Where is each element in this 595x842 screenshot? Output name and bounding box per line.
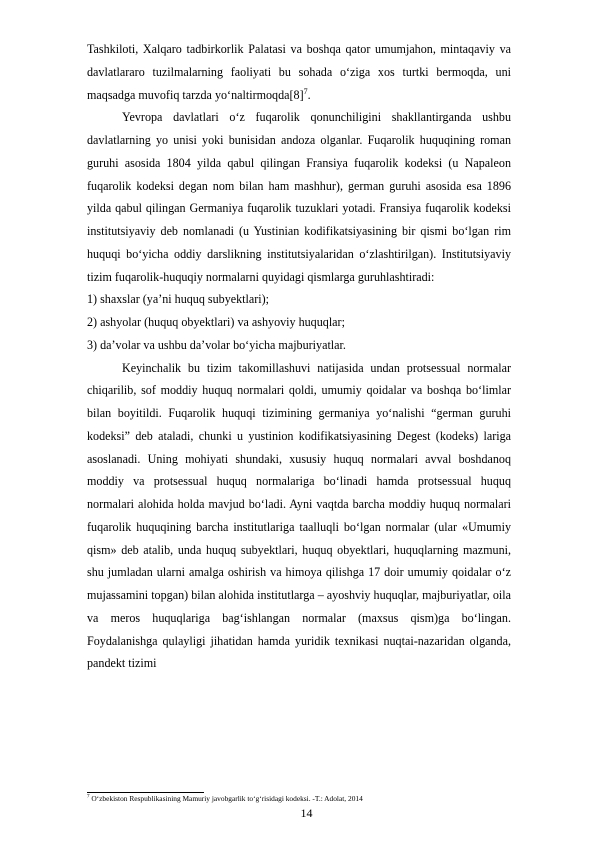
list-item-3: 3) da’volar va ushbu da’volar bo‘yicha majburiyatlar. [87,337,346,352]
list-item-2: 2) ashyolar (huquq obyektlari) va ashyoviy huquqlar; [87,315,345,329]
footnote [87,794,511,803]
footnote-reference: 7 [303,86,308,96]
body-text [87,38,511,675]
footnote-number: 7 [87,794,90,800]
paragraph-3: Keyinchalik bu tizim takomillashuvi natijasida undan protsessual normalar chiqarilib, sof moddiy huquq normalari qoldi, umumiy qoidalar va boshqa bo‘limlar bilan boyitildi. Fuqarolik huquqi tizimining germaniya yo‘nalishi “german guruhi kodeksi” deb ataladi, chunki u yustinion kodifikatsiyasining Degest (kodeks) lariga asoslanadi. Uning mohiyati shundaki, xususiy huquq normalari avval boshdanoq moddiy va protsessual huquq normalariga bo‘linadi hamda protsessual huquq normalari alohida holda mavjud bo‘ladi. Ayni vaqtda barcha moddiy huquq normalari fuqarolik huquqining barcha institutlariga taalluqli bo‘lgan normalar (ular «Umumiy qism» deb atalib, unda huquq subyektlari, huquq obyektlari, huquqlarning mazmuni, shu jumladan ularni amalga oshirish va himoya qilishga 17 doir umumiy qoidalar o‘z mujassamini topgan) bilan alohida institutlarga – ayoshviy huquqlar, majburiyatlar, oila va meros huquqlariga bag‘ishlangan normalar (maxsus qism)ga bo‘lingan. Foydalanishga qulayligi jihatidan hamda yuridik texnikasi nuqtai-nazaridan olganda, pandekt tizimi [87,360,511,671]
paragraph-1: Tashkiloti, Xalqaro tadbirkorlik Palatasi va boshqa qator umumjahon, mintaqaviy va davlatlararo tuzilmalarning faoliyati bu sohada o‘ziga xos turtki bermoqda, uni maqsadga muvofiq tarzda $yo‘naltirmoqda[8]^7$. [87,42,511,102]
page-number: 14 [300,806,313,820]
footnote-text: O‘zbekiston Respublikasining Mamuriy javobgarlik to‘g‘risidagi kodeksi. -T.: Adolat, 2014 [89,794,363,803]
paragraph-2: Yevropa davlatlari o‘z fuqarolik qonunchiligini shakllantirganda ushbu davlatlarning yo unisi yoki bunisidan andoza olganlar. Fuqarolik huquqining roman guruhi asosida 1804 yilda qabul qilingan Fransiya fuqarolik kodeksi (u Napaleon fuqarolik kodeksi degan nom bilan ham mashhur), german guruhi asosida esa 1896 yilda qabul qilingan Germaniya fuqarolik tuzuklari yotadi. Fransiya fuqarolik kodeksi institutsiyaviy deb nomlanadi (u Yustinian kodifikatsiyasining bir qismi bo‘lgan rim huquqi bo‘yicha oddiy darslikning institutsiyalaridan o‘zlashtirilgan). Institutsiyaviy tizim fuqarolik-huquqiy normalarni quyidagi qismlarga guruhlashtiradi: [87,110,511,284]
footnote-separator [87,792,204,793]
list-item-1: 1) shaxslar (ya’ni huquq subyektlari); [87,292,270,307]
